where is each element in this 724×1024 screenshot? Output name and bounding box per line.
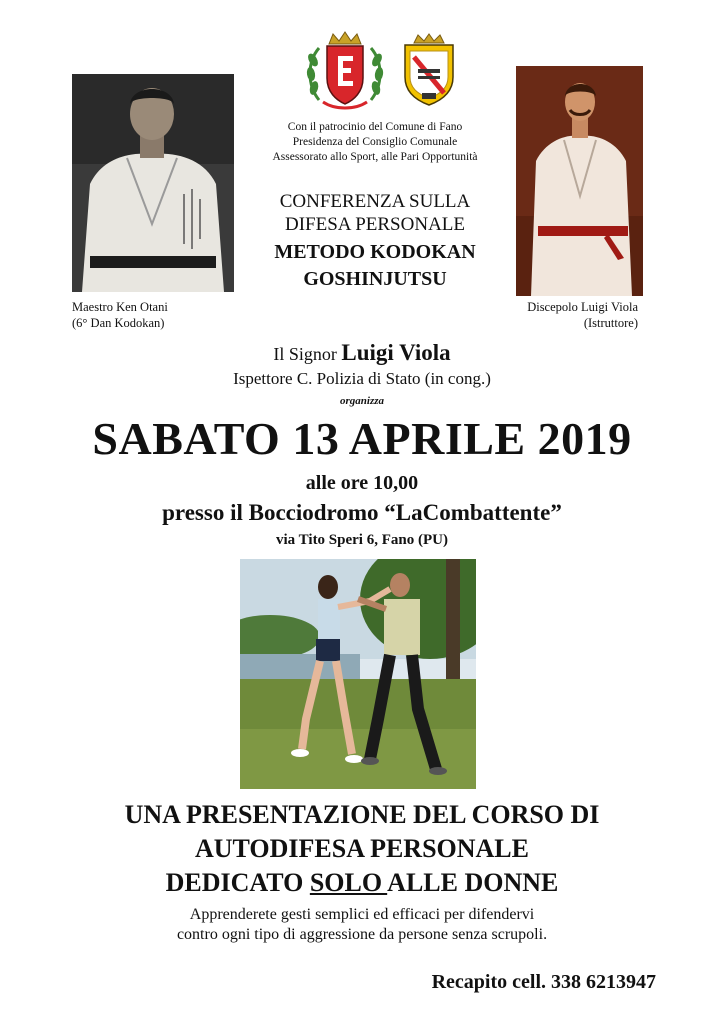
- organizer-prefix: Il Signor: [273, 344, 342, 364]
- patronage-text: [240, 120, 510, 165]
- caption-maestro-name: Maestro Ken Otani: [72, 300, 168, 314]
- event-address: via Tito Speri 6, Fano (PU): [276, 532, 448, 548]
- comune-di-fano-crest-icon: [305, 30, 385, 114]
- caption-discepolo: [460, 299, 638, 331]
- promo-line-3-c: ALLE DONNE: [387, 868, 559, 897]
- conference-title-line-1: CONFERENZA SULLA: [279, 191, 471, 212]
- event-time: alle ore 10,00: [305, 472, 419, 494]
- organizer-name: Luigi Viola: [341, 340, 451, 365]
- conference-title-line-2: DIFESA PERSONALE: [285, 214, 465, 235]
- promo-line-2: AUTODIFESA PERSONALE: [195, 834, 529, 863]
- event-venue: presso il Bocciodromo “LaCombattente”: [162, 500, 562, 525]
- promo-line-3: [0, 868, 724, 898]
- promo-line-3-a: DEDICATO: [165, 868, 310, 897]
- event-date: SABATO 13 APRILE 2019: [92, 413, 632, 464]
- photo-discepolo-luigi-viola: [516, 66, 643, 296]
- organizer-line: [0, 340, 724, 366]
- photo-self-defense-demo: [240, 559, 476, 789]
- patronage-line-1: Con il patrocinio del Comune di Fano: [287, 121, 463, 133]
- conference-method-line-2: GOSHINJUTSU: [303, 268, 447, 290]
- promo-line-3-emphasis: SOLO: [309, 868, 388, 897]
- promo-subtitle-2: contro ogni tipo di aggressione da persone senza scrupoli.: [176, 926, 548, 943]
- patronage-line-3: Assessorato allo Sport, alle Pari Opportunità: [272, 151, 478, 163]
- photo-maestro-ken-otani: [72, 74, 234, 292]
- organizer-verb: organizza: [339, 395, 385, 407]
- contact-phone: Recapito cell. 338 6213947: [431, 971, 656, 993]
- conference-method-line-1: METODO KODOKAN: [274, 241, 476, 263]
- caption-discepolo-name: Discepolo Luigi Viola: [527, 300, 638, 314]
- caption-discepolo-role: (Istruttore): [583, 316, 638, 330]
- association-crest-icon: [400, 33, 458, 107]
- organizer-role: Ispettore C. Polizia di Stato (in cong.): [233, 369, 491, 388]
- promo-line-1: UNA PRESENTAZIONE DEL CORSO DI: [124, 800, 600, 829]
- patronage-line-2: Presidenza del Consiglio Comunale: [292, 136, 458, 148]
- promo-subtitle-1: Apprenderete gesti semplici ed efficaci per difendervi: [189, 906, 535, 923]
- caption-maestro: [72, 299, 242, 331]
- caption-maestro-rank: (6° Dan Kodokan): [72, 316, 165, 330]
